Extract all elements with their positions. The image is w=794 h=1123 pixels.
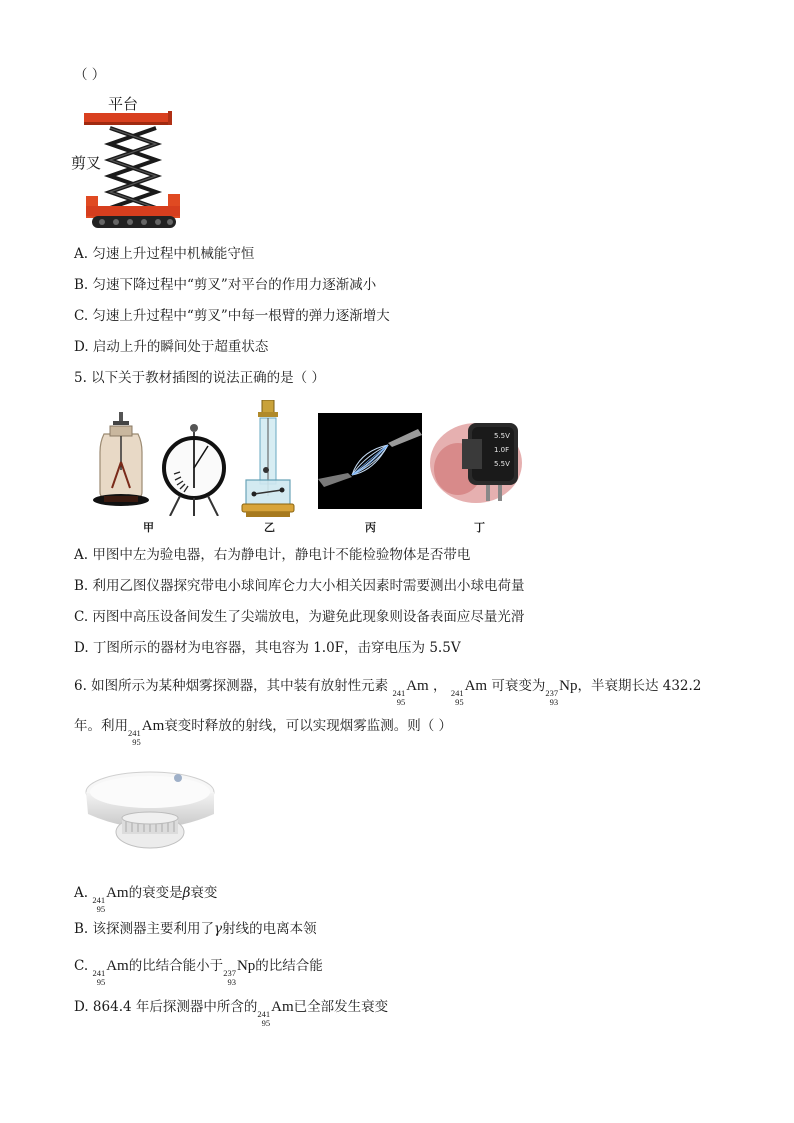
q4-option-d: D. 启动上升的瞬间处于超重状态 [74,339,269,355]
q5-stem: 5. 以下关于教材插图的说法正确的是（ ） [74,370,325,386]
smoke-detector-figure [82,762,220,860]
label-scissor: 剪叉 [71,154,102,172]
caption-jia: 甲 [143,521,154,534]
isotope-am: 241 95 Am [92,958,129,987]
q6-option-c: C. 241 95 Am的比结合能小于 237 93 Np的比结合能 [74,958,323,987]
q5-option-a: A. 甲图中左为验电器，右为静电计，静电计不能检验物体是否带电 [74,547,471,563]
capacitor-label-2: 1.0F [494,446,510,454]
q4-option-b: B. 匀速下降过程中“剪叉”对平台的作用力逐渐减小 [74,277,377,293]
isotope-np: 237 93 Np [545,678,578,707]
q6-option-b: B. 该探测器主要利用了γ射线的电离本领 [74,921,317,937]
isotope-am: 241 95 Am [92,885,129,914]
spark-discharge-figure [318,413,422,509]
q4-option-c: C. 匀速上升过程中“剪叉”中每一根臂的弹力逐渐增大 [74,308,390,324]
q5-option-c: C. 丙图中高压设备间发生了尖端放电，为避免此现象则设备表面应尽量光滑 [74,609,525,625]
isotope-am: 241 95 Am [450,678,488,707]
q4-option-a: A. 匀速上升过程中机械能守恒 [74,246,255,262]
isotope-am: 241 95 Am [128,718,165,747]
electroscope-figure [90,412,152,510]
label-platform: 平台 [108,95,139,113]
q6-stem-line1: 6. 如图所示为某种烟雾探测器，其中装有放射性元素 241 95 Am ， 241 95 Am 可衰变为 237 93 Np，半衰期长达 432.2 [74,678,702,707]
q6-option-a: A. 241 95 Am的衰变是β衰变 [74,885,218,914]
caption-bing: 丙 [365,521,376,534]
capacitor-figure [428,413,528,505]
torsion-balance-figure [240,400,296,518]
capacitor-label-3: 5.5V [494,460,510,468]
q5-option-d: D. 丁图所示的器材为电容器，其电容为 1.0F，击穿电压为 5.5V [74,640,461,656]
answer-bracket: （ ） [74,67,106,83]
q5-option-b: B. 利用乙图仪器探究带电小球间库仑力大小相关因素时需要测出小球电荷量 [74,578,525,594]
isotope-am: 241 95 Am [257,999,294,1028]
q6-stem-line2: 年。利用 241 95 Am衰变时释放的射线，可以实现烟雾监测。则（ ） [74,718,453,747]
scissor-lift-figure [82,110,186,232]
isotope-am: 241 95 Am [392,678,429,707]
electrometer-figure [158,422,230,516]
caption-ding: 丁 [474,521,485,534]
isotope-np: 237 93 Np [223,958,256,987]
capacitor-label-1: 5.5V [494,432,510,440]
q6-option-d: D. 864.4 年后探测器中所含的 241 95 Am已全部发生衰变 [74,999,389,1028]
caption-yi: 乙 [264,521,275,534]
